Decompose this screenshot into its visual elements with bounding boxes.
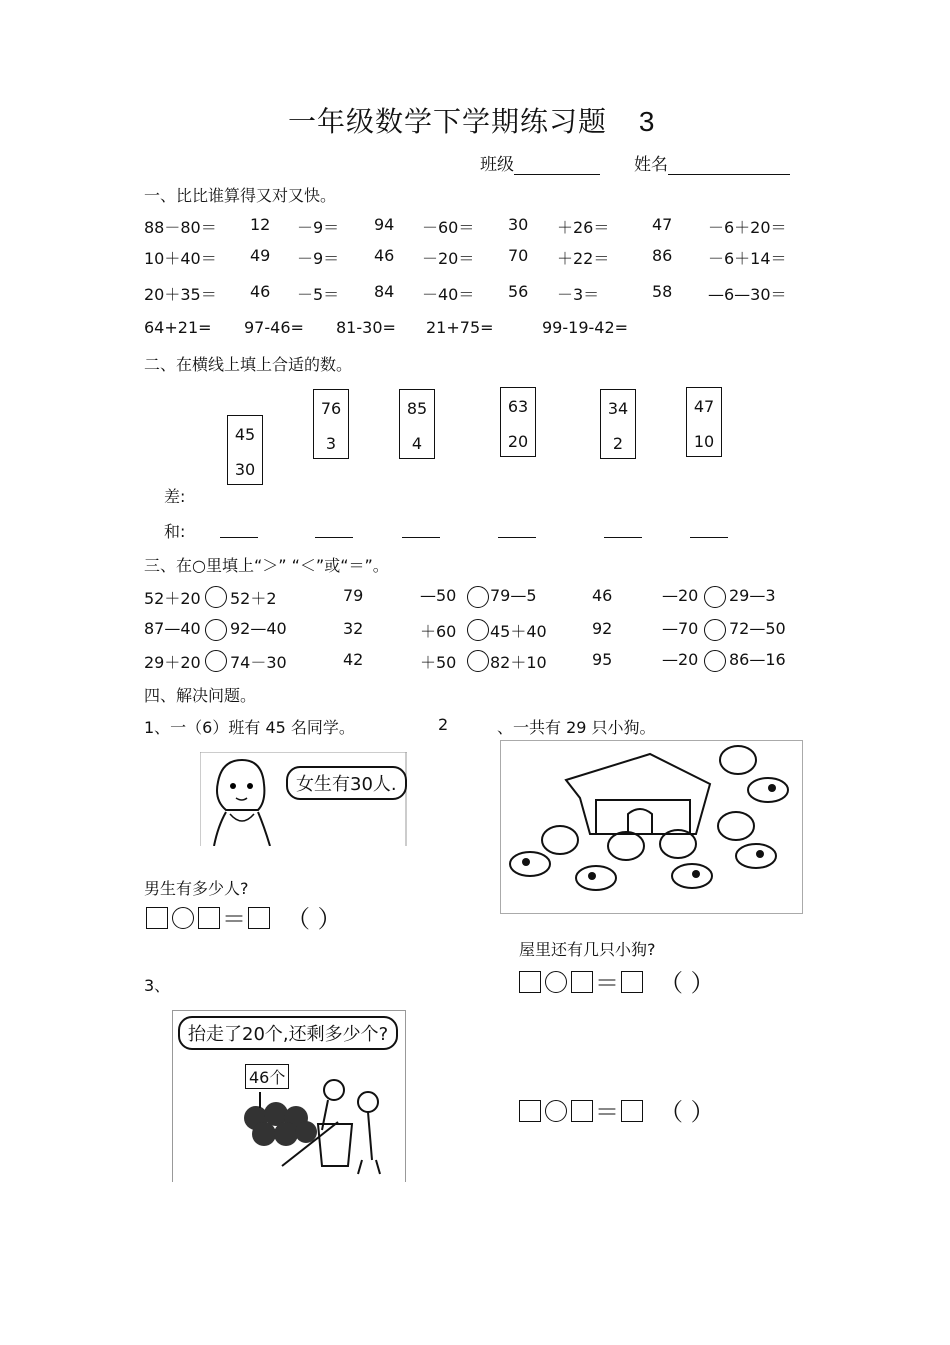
calc-item: 56 — [508, 282, 529, 301]
box-top: 76 — [320, 399, 342, 418]
calc-item: 46 — [374, 246, 395, 265]
compare-left: 52＋20 — [144, 589, 201, 608]
price-sign: 46个 — [245, 1064, 289, 1089]
problem-1-question: 男生有多少人? — [144, 879, 249, 898]
equation-row: ＝ （ ） — [517, 963, 715, 998]
box-bottom: 3 — [325, 434, 337, 453]
compare-right: 29—3 — [729, 586, 776, 605]
section-1-heading: 一、比比谁算得又对又快。 — [144, 186, 337, 205]
calc-item: 64+21= — [144, 318, 212, 337]
dogs-drawing — [500, 740, 803, 914]
speech-bubble: 女生有30人. — [286, 766, 407, 800]
number-box — [313, 389, 349, 459]
compare-answer-circle[interactable] — [704, 586, 726, 608]
sum-blank[interactable] — [402, 537, 440, 538]
compare-left: 29＋20 — [144, 653, 201, 672]
compare-right: 82＋10 — [490, 653, 547, 672]
box-top: 47 — [693, 397, 715, 416]
calc-item: 49 — [250, 246, 271, 265]
calc-item: 46 — [250, 282, 271, 301]
compare-circle[interactable] — [466, 586, 490, 608]
sum-blank[interactable] — [498, 537, 536, 538]
compare-circle[interactable] — [703, 619, 727, 641]
calc-item: －5＝ — [297, 285, 340, 304]
answer-box[interactable] — [621, 971, 643, 993]
compare-left-a: 32 — [343, 619, 364, 638]
answer-circle[interactable] — [545, 1100, 567, 1122]
section-2-heading: 二、在横线上填上合适的数。 — [144, 355, 353, 374]
box-bottom: 2 — [612, 434, 624, 453]
unit-paren[interactable]: （ ） — [659, 1098, 715, 1126]
compare-right: 74－30 — [230, 653, 287, 672]
number-box — [399, 389, 435, 459]
calc-item: 21+75= — [426, 318, 494, 337]
compare-left-b: —20 — [662, 586, 699, 605]
answer-box[interactable] — [248, 907, 270, 929]
calc-item: －9＝ — [297, 218, 340, 237]
calc-item: ＋26＝ — [557, 218, 610, 237]
compare-answer-circle[interactable] — [467, 619, 489, 641]
speech-bubble: 抬走了20个,还剩多少个? — [178, 1016, 398, 1050]
calc-item: ＋22＝ — [557, 249, 610, 268]
compare-circle[interactable] — [703, 650, 727, 672]
answer-box[interactable] — [571, 1100, 593, 1122]
calc-item: 12 — [250, 215, 271, 234]
calc-item: －6＋14＝ — [708, 249, 787, 268]
box-bottom: 4 — [411, 434, 423, 453]
box-bottom: 20 — [507, 432, 529, 451]
answer-box[interactable] — [519, 971, 541, 993]
box-top: 63 — [507, 397, 529, 416]
name-blank[interactable] — [668, 158, 790, 175]
calc-item: －40＝ — [422, 285, 475, 304]
sum-blank[interactable] — [315, 537, 353, 538]
number-box — [600, 389, 636, 459]
class-label: 班级 — [480, 155, 514, 175]
sum-label: 和: — [164, 522, 186, 541]
compare-circle[interactable] — [703, 586, 727, 608]
problem-2-question: 屋里还有几只小狗? — [519, 940, 656, 959]
answer-circle[interactable] — [545, 971, 567, 993]
calc-item: 97-46= — [244, 318, 304, 337]
compare-right: 86—16 — [729, 650, 786, 669]
calc-item: 47 — [652, 215, 673, 234]
calc-item: －3＝ — [557, 285, 600, 304]
unit-paren[interactable]: （ ） — [286, 905, 342, 933]
compare-circle[interactable] — [204, 650, 228, 672]
title-number: 3 — [638, 106, 656, 137]
number-box — [500, 387, 536, 457]
box-top: 34 — [607, 399, 629, 418]
compare-left-b: —50 — [420, 586, 457, 605]
calc-item: －9＝ — [297, 249, 340, 268]
equation-row: ＝ （ ） — [144, 899, 342, 934]
compare-right: 79—5 — [490, 586, 537, 605]
compare-left-b: ＋50 — [420, 653, 457, 672]
problem-3-number: 3、 — [144, 976, 171, 995]
calc-item: －20＝ — [422, 249, 475, 268]
compare-left-a: 42 — [343, 650, 364, 669]
equation-row: ＝ （ ） — [517, 1092, 715, 1127]
calc-item: －60＝ — [422, 218, 475, 237]
compare-circle[interactable] — [466, 650, 490, 672]
class-blank[interactable] — [514, 158, 600, 175]
calc-item: 86 — [652, 246, 673, 265]
calc-item: 94 — [374, 215, 395, 234]
answer-box[interactable] — [621, 1100, 643, 1122]
number-box — [227, 415, 263, 485]
problem-2-number: 2 — [438, 715, 449, 734]
calc-item: 58 — [652, 282, 673, 301]
compare-left-a: 46 — [592, 586, 613, 605]
compare-right: 92—40 — [230, 619, 287, 638]
compare-right: 45＋40 — [490, 622, 547, 641]
compare-answer-circle[interactable] — [205, 586, 227, 608]
dogs-illustration — [500, 740, 803, 914]
unit-paren[interactable]: （ ） — [659, 969, 715, 997]
calc-item: —6—30＝ — [708, 285, 787, 304]
answer-box[interactable] — [519, 1100, 541, 1122]
compare-left-a: 92 — [592, 619, 613, 638]
compare-left-a: 95 — [592, 650, 613, 669]
compare-circle[interactable] — [466, 619, 490, 641]
problem-2-text: 、一共有 29 只小狗。 — [497, 718, 656, 737]
compare-left: 87—40 — [144, 619, 201, 638]
compare-answer-circle[interactable] — [704, 619, 726, 641]
compare-answer-circle[interactable] — [467, 650, 489, 672]
box-bottom: 30 — [234, 460, 256, 479]
box-top: 45 — [234, 425, 256, 444]
problem-1-text: 1、一（6）班有 45 名同学。 — [144, 718, 355, 737]
section-4-heading: 四、解决问题。 — [144, 686, 257, 705]
difference-label: 差: — [164, 487, 186, 506]
compare-answer-circle[interactable] — [205, 650, 227, 672]
sum-blank[interactable] — [604, 537, 642, 538]
compare-right: 52＋2 — [230, 589, 277, 608]
name-label: 姓名 — [634, 155, 668, 175]
title-text: 一年级数学下学期练习题 — [288, 105, 608, 138]
box-bottom: 10 — [693, 432, 715, 451]
answer-box[interactable] — [198, 907, 220, 929]
name-field[interactable] — [634, 150, 790, 175]
calc-item: 10＋40＝ — [144, 249, 217, 268]
calc-item: －6＋20＝ — [708, 218, 787, 237]
class-field[interactable] — [480, 150, 600, 175]
compare-answer-circle[interactable] — [467, 586, 489, 608]
answer-circle[interactable] — [172, 907, 194, 929]
page-title — [288, 100, 656, 140]
box-top: 85 — [406, 399, 428, 418]
sum-blank[interactable] — [690, 537, 728, 538]
compare-left-b: —70 — [662, 619, 699, 638]
compare-circle[interactable] — [204, 586, 228, 608]
calc-item: 84 — [374, 282, 395, 301]
calc-item: 99-19-42= — [542, 318, 629, 337]
calc-item: 88－80＝ — [144, 218, 217, 237]
compare-answer-circle[interactable] — [704, 650, 726, 672]
calc-item: 70 — [508, 246, 529, 265]
calc-item: 81-30= — [336, 318, 396, 337]
number-box — [686, 387, 722, 457]
sum-blank[interactable] — [220, 537, 258, 538]
compare-circle[interactable] — [204, 619, 228, 641]
compare-left-b: ＋60 — [420, 622, 457, 641]
calc-item: 20＋35＝ — [144, 285, 217, 304]
section-3-heading: 三、在○里填上“＞” “＜”或“＝”。 — [144, 556, 389, 575]
answer-box[interactable] — [571, 971, 593, 993]
compare-left-b: —20 — [662, 650, 699, 669]
answer-box[interactable] — [146, 907, 168, 929]
compare-answer-circle[interactable] — [205, 619, 227, 641]
compare-right: 72—50 — [729, 619, 786, 638]
compare-left-a: 79 — [343, 586, 364, 605]
calc-item: 30 — [508, 215, 529, 234]
